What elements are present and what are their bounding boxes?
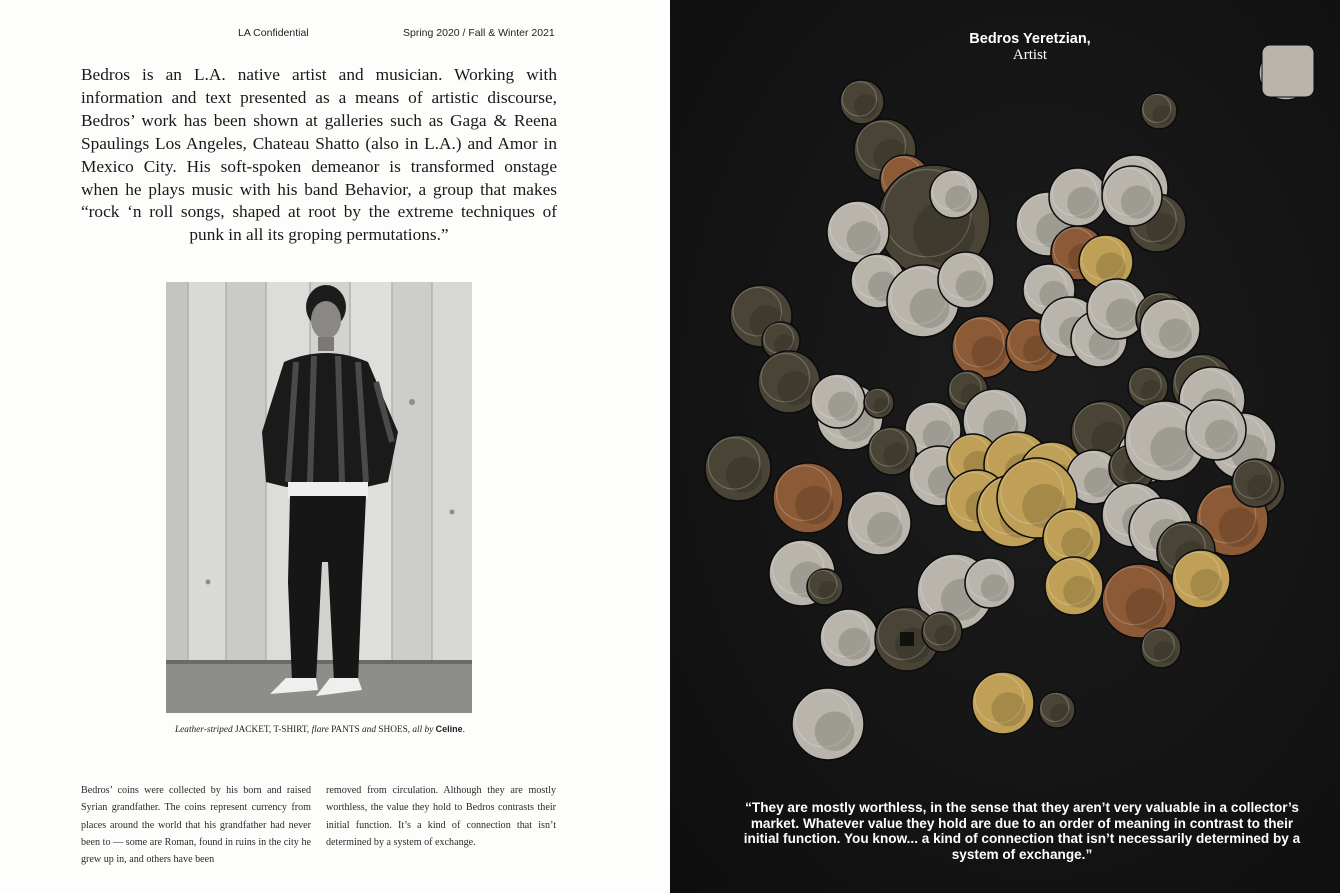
- coin: [773, 463, 843, 533]
- caption-part: and: [362, 725, 376, 735]
- coin: [1141, 93, 1177, 129]
- coin: [864, 388, 894, 418]
- coin: [1186, 400, 1246, 460]
- issue-label: Spring 2020 / Fall & Winter 2021: [403, 27, 555, 39]
- coin-pile: [705, 45, 1314, 760]
- caption-part: SHOES,: [375, 725, 413, 735]
- body-column-1: Bedros’ coins were collected by his born and raised Syrian grandfather. The coins represent currency from places around the world that his grandfather had never been to — some are Roman, found in ruins in the city he grew up in, and others have been: [81, 785, 311, 866]
- coin: [1140, 299, 1200, 359]
- coin: [792, 688, 864, 760]
- coin: [1102, 166, 1162, 226]
- coin: [807, 569, 843, 605]
- caption-part: .: [462, 725, 465, 735]
- coin: [868, 427, 916, 475]
- photo-caption: [100, 724, 540, 735]
- coin: [1102, 564, 1176, 638]
- coin: [930, 170, 978, 218]
- portrait-photo: [166, 282, 472, 713]
- coin: [952, 316, 1014, 378]
- portrait-illustration: [166, 282, 472, 713]
- intro-paragraph: Bedros is an L.A. native artist and musician. Working with information and text presented as a means of artistic discourse, Bedros’ work has been shown at galleries such as Gaga & Reena Spaulings Los Angeles, Chateau Shatto (also in L.A.) and Amor in Mexico City. His soft-spoken demeanor is transformed onstage when he plays music with his band Behavior, a group that makes “rock ‘n roll songs, shaped at root by the extreme techniques of punk in all its groping permutations.”: [81, 65, 557, 245]
- artist-role: Artist: [1012, 47, 1048, 63]
- coin: [1141, 628, 1181, 668]
- coin: [922, 612, 962, 652]
- caption-part: Leather-striped: [175, 725, 233, 735]
- magazine-section-title: LA Confidential: [238, 27, 309, 39]
- caption-brand: Celine: [435, 724, 463, 734]
- body-column-2: removed from circulation. Although they are mostly worthless, the value they hold to Bedros contrasts their initial function. It’s a kind of connection that isn’t determined by a system of exchange.: [326, 785, 556, 848]
- coin: [965, 558, 1015, 608]
- coin: [1232, 459, 1280, 507]
- coin-square-hole: [900, 632, 914, 646]
- coin: [1039, 692, 1075, 728]
- coin: [840, 80, 884, 124]
- coins-photo: [670, 0, 1340, 893]
- caption-part: PANTS: [328, 725, 363, 735]
- coin: [705, 435, 771, 501]
- coin: [1045, 557, 1103, 615]
- coin: [811, 374, 865, 428]
- square-coin: [1262, 45, 1314, 97]
- coin: [938, 252, 994, 308]
- coin: [972, 672, 1034, 734]
- coin: [847, 491, 911, 555]
- pull-quote: “They are mostly worthless, in the sense that they aren’t very valuable in a collector’s market. Whatever value they hold are due to an order of meaning in contrast to their initial function. You know... a kind of connection that isn’t necessarily determined by a system of exchange.”: [743, 800, 1301, 862]
- coin: [820, 609, 878, 667]
- caption-part: JACKET, T-SHIRT,: [232, 725, 312, 735]
- artist-name: Bedros Yeretzian,: [969, 31, 1091, 47]
- caption-part: flare: [311, 725, 329, 735]
- caption-part: all by: [412, 725, 434, 735]
- coin: [1049, 168, 1107, 226]
- artist-byline: [930, 31, 1130, 63]
- coin: [1172, 550, 1230, 608]
